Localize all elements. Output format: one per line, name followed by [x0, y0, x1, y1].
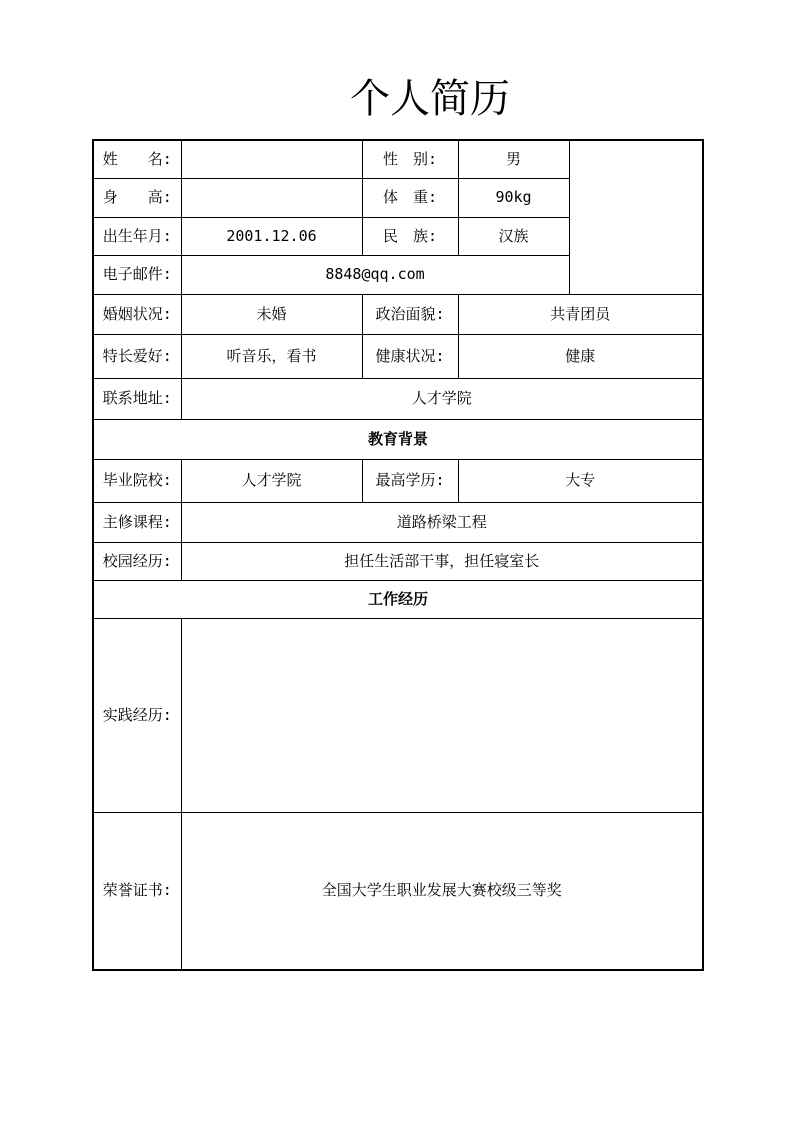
honor-label: 荣誉证书:	[93, 812, 181, 970]
row-work-header	[93, 580, 703, 618]
degree-value: 大专	[458, 459, 703, 502]
height-label: 身 高:	[93, 178, 181, 217]
marital-value: 未婚	[181, 294, 362, 334]
degree-label: 最高学历:	[362, 459, 458, 502]
campus-label: 校园经历:	[93, 542, 181, 580]
gender-value: 男	[458, 140, 569, 178]
ethnicity-label: 民 族:	[362, 217, 458, 255]
weight-value: 90kg	[458, 178, 569, 217]
practice-label: 实践经历:	[93, 618, 181, 812]
hobby-value: 听音乐，看书	[181, 334, 362, 378]
health-label: 健康状况:	[362, 334, 458, 378]
birth-label: 出生年月:	[93, 217, 181, 255]
row-hobby-health	[93, 334, 703, 378]
work-section-header: 工作经历	[93, 580, 703, 618]
marital-label: 婚姻状况:	[93, 294, 181, 334]
school-value: 人才学院	[181, 459, 362, 502]
row-school-degree	[93, 459, 703, 502]
row-campus	[93, 542, 703, 580]
address-value: 人才学院	[181, 378, 703, 419]
birth-value: 2001.12.06	[181, 217, 362, 255]
hobby-label: 特长爱好:	[93, 334, 181, 378]
major-label: 主修课程:	[93, 502, 181, 542]
resume-table	[92, 139, 704, 971]
height-value	[181, 178, 362, 217]
row-practice	[93, 618, 703, 812]
row-major	[93, 502, 703, 542]
row-address	[93, 378, 703, 419]
row-honor	[93, 812, 703, 970]
email-label: 电子邮件:	[93, 255, 181, 294]
page-title: 个人简历	[350, 76, 510, 122]
gender-label: 性 别:	[362, 140, 458, 178]
weight-label: 体 重:	[362, 178, 458, 217]
name-value	[181, 140, 362, 178]
education-section-header: 教育背景	[93, 419, 703, 459]
practice-value	[181, 618, 703, 812]
email-value: 8848@qq.com	[181, 255, 569, 294]
school-label: 毕业院校:	[93, 459, 181, 502]
political-value: 共青团员	[458, 294, 703, 334]
row-name-gender	[93, 140, 703, 178]
photo-placeholder	[569, 140, 703, 294]
name-label: 姓 名:	[93, 140, 181, 178]
address-label: 联系地址:	[93, 378, 181, 419]
campus-value: 担任生活部干事，担任寝室长	[181, 542, 703, 580]
honor-value: 全国大学生职业发展大赛校级三等奖	[181, 812, 703, 970]
row-education-header	[93, 419, 703, 459]
row-marital-political	[93, 294, 703, 334]
political-label: 政治面貌:	[362, 294, 458, 334]
health-value: 健康	[458, 334, 703, 378]
major-value: 道路桥梁工程	[181, 502, 703, 542]
ethnicity-value: 汉族	[458, 217, 569, 255]
